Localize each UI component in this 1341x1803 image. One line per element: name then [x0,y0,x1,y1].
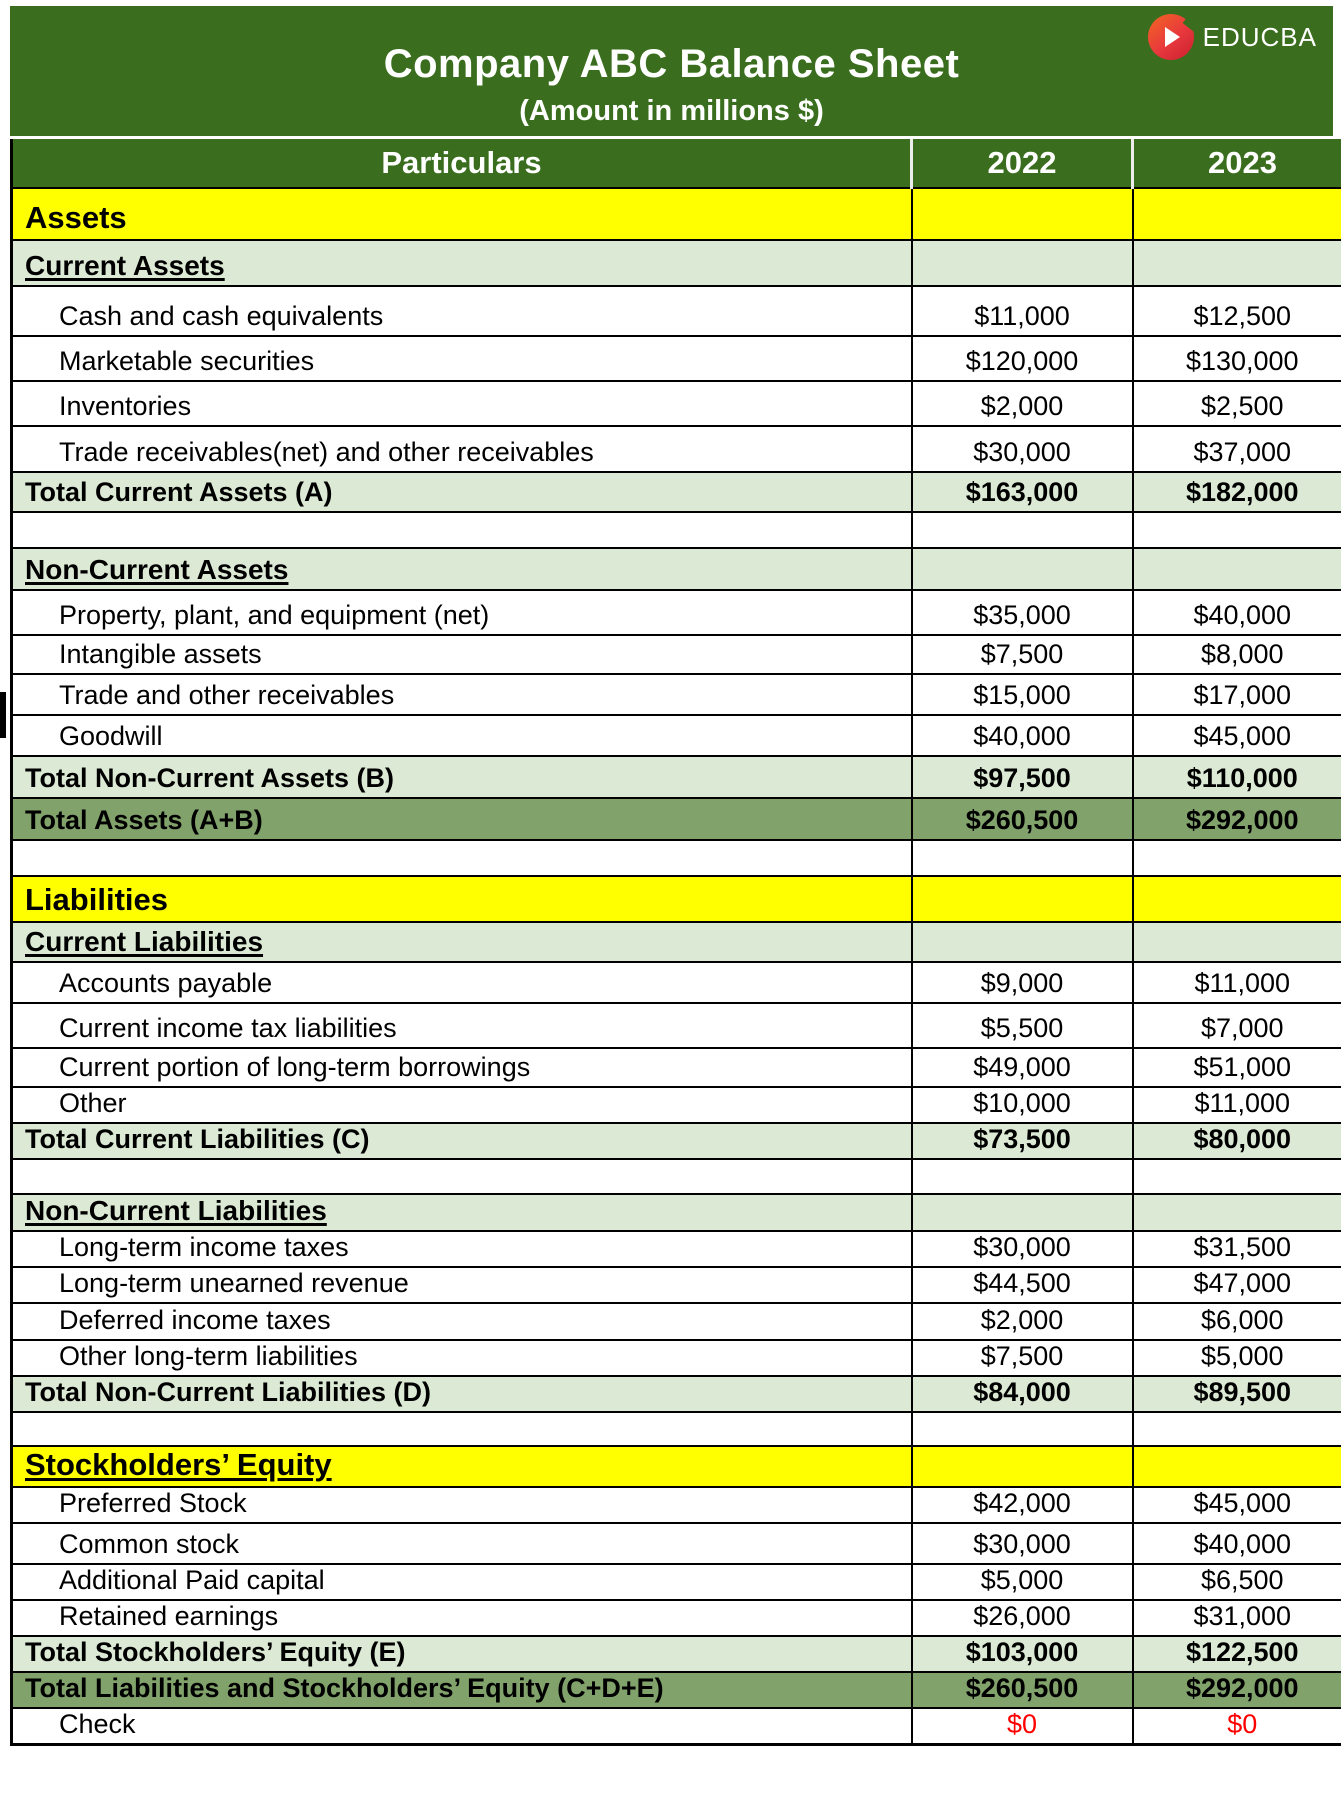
row-label: Other long-term liabilities [12,1340,912,1376]
value-2022 [912,548,1133,590]
grand-total-row-assets [12,798,1341,840]
value-2022: $40,000 [912,715,1133,756]
value-2022: $120,000 [912,336,1133,381]
value-2022: $7,500 [912,635,1133,674]
table-row [12,635,1341,674]
value-2023 [1133,922,1341,962]
value-2023: $2,500 [1133,381,1341,426]
row-label: Non-Current Liabilities [12,1194,912,1231]
value-2023 [1133,876,1341,922]
row-label [12,840,912,876]
value-2022 [912,512,1133,548]
value-2022: $7,500 [912,1340,1133,1376]
value-2022: $26,000 [912,1600,1133,1636]
table-row [12,715,1341,756]
row-label [12,1159,912,1194]
total-row-non-current-assets [12,756,1341,798]
row-label: Additional Paid capital [12,1564,912,1600]
value-2022 [912,840,1133,876]
value-2023 [1133,512,1341,548]
value-2023: $110,000 [1133,756,1341,798]
row-label: Goodwill [12,715,912,756]
value-2022: $2,000 [912,381,1133,426]
value-2022: $2,000 [912,1303,1133,1340]
value-2023: $130,000 [1133,336,1341,381]
row-label: Retained earnings [12,1600,912,1636]
row-label: Intangible assets [12,635,912,674]
spacer-row [12,512,1341,548]
table-row [12,286,1341,336]
row-label: Trade receivables(net) and other receivables [12,426,912,472]
subsection-row-current-liabilities [12,922,1341,962]
row-label: Other [12,1087,912,1123]
value-2022 [912,922,1133,962]
column-header-row [12,139,1341,188]
value-2023: $8,000 [1133,635,1341,674]
value-2022 [912,1194,1133,1231]
value-2023: $45,000 [1133,715,1341,756]
row-label: Total Current Liabilities (C) [12,1123,912,1159]
spacer-row [12,1412,1341,1446]
value-2022: $0 [912,1708,1133,1745]
value-2022: $163,000 [912,472,1133,512]
row-label: Marketable securities [12,336,912,381]
value-2022: $5,500 [912,1003,1133,1048]
value-2023: $89,500 [1133,1376,1341,1412]
value-2023 [1133,1194,1341,1231]
value-2022: $11,000 [912,286,1133,336]
row-label: Stockholders’ Equity [12,1446,912,1487]
sheet-subtitle: (Amount in millions $) [519,95,824,127]
check-row [12,1708,1341,1745]
educba-play-icon [1148,14,1194,60]
value-2022 [912,240,1133,286]
row-label: Non-Current Assets [12,548,912,590]
row-label: Deferred income taxes [12,1303,912,1340]
value-2023: $40,000 [1133,590,1341,635]
section-row-assets [12,188,1341,240]
table-row [12,962,1341,1003]
value-2023: $6,500 [1133,1564,1341,1600]
row-label: Property, plant, and equipment (net) [12,590,912,635]
table-row [12,1600,1341,1636]
value-2022: $30,000 [912,1231,1133,1267]
value-2023: $31,500 [1133,1231,1341,1267]
value-2023 [1133,840,1341,876]
spacer-row [12,840,1341,876]
value-2023 [1133,548,1341,590]
row-label: Current income tax liabilities [12,1003,912,1048]
value-2022: $84,000 [912,1376,1133,1412]
row-label: Total Assets (A+B) [12,798,912,840]
table-row [12,1087,1341,1123]
value-2023: $292,000 [1133,798,1341,840]
row-label: Current Liabilities [12,922,912,962]
value-2023 [1133,1159,1341,1194]
value-2023: $292,000 [1133,1672,1341,1708]
value-2022: $97,500 [912,756,1133,798]
row-label: Total Stockholders’ Equity (E) [12,1636,912,1672]
value-2023: $11,000 [1133,1087,1341,1123]
row-label: Trade and other receivables [12,674,912,715]
row-label [12,1412,912,1446]
row-label: Total Current Assets (A) [12,472,912,512]
value-2023: $182,000 [1133,472,1341,512]
value-2022: $35,000 [912,590,1133,635]
value-2023: $40,000 [1133,1523,1341,1564]
section-row-stockholders-equity [12,1446,1341,1487]
value-2023 [1133,240,1341,286]
value-2023 [1133,1412,1341,1446]
value-2022: $15,000 [912,674,1133,715]
row-label: Common stock [12,1523,912,1564]
value-2023: $11,000 [1133,962,1341,1003]
table-row [12,1231,1341,1267]
educba-logo-text: EDUCBA [1202,21,1317,52]
value-2022: $42,000 [912,1487,1133,1523]
table-row [12,426,1341,472]
total-row-current-liabilities [12,1123,1341,1159]
table-row [12,1003,1341,1048]
row-label: Current Assets [12,240,912,286]
table-row [12,1564,1341,1600]
table-row [12,1340,1341,1376]
value-2023: $0 [1133,1708,1341,1745]
total-row-stockholders-equity [12,1636,1341,1672]
value-2022: $44,500 [912,1267,1133,1303]
value-2022 [912,876,1133,922]
value-2023: $7,000 [1133,1003,1341,1048]
value-2022 [912,1159,1133,1194]
row-label: Inventories [12,381,912,426]
column-header-2023: 2023 [1133,139,1341,188]
table-row [12,1048,1341,1087]
screenshot-edge-artifact [0,692,6,738]
spacer-row [12,1159,1341,1194]
value-2023: $17,000 [1133,674,1341,715]
column-header-2022: 2022 [912,139,1133,188]
subsection-row-non-current-assets [12,548,1341,590]
value-2022: $73,500 [912,1123,1133,1159]
balance-sheet-table [10,139,1341,1746]
value-2022: $103,000 [912,1636,1133,1672]
value-2022: $30,000 [912,426,1133,472]
value-2023 [1133,1446,1341,1487]
value-2022: $49,000 [912,1048,1133,1087]
section-row-liabilities [12,876,1341,922]
table-row [12,674,1341,715]
table-row [12,336,1341,381]
value-2022: $30,000 [912,1523,1133,1564]
total-row-current-assets [12,472,1341,512]
value-2023 [1133,188,1341,240]
table-row [12,1487,1341,1523]
table-row [12,590,1341,635]
value-2023: $37,000 [1133,426,1341,472]
sheet-title: Company ABC Balance Sheet [383,42,960,86]
table-row [12,1267,1341,1303]
value-2023: $5,000 [1133,1340,1341,1376]
sheet-header [10,6,1333,136]
row-label: Preferred Stock [12,1487,912,1523]
grand-total-row-liabilities-equity [12,1672,1341,1708]
subsection-row-current-assets [12,240,1341,286]
column-header-particulars: Particulars [12,139,912,188]
value-2022 [912,1446,1133,1487]
row-label: Check [12,1708,912,1745]
row-label: Long-term unearned revenue [12,1267,912,1303]
value-2022 [912,1412,1133,1446]
row-label: Assets [12,188,912,240]
value-2022: $9,000 [912,962,1133,1003]
row-label: Current portion of long-term borrowings [12,1048,912,1087]
subsection-row-non-current-liabilities [12,1194,1341,1231]
row-label: Liabilities [12,876,912,922]
value-2023: $6,000 [1133,1303,1341,1340]
value-2023: $12,500 [1133,286,1341,336]
value-2023: $122,500 [1133,1636,1341,1672]
table-row [12,1523,1341,1564]
row-label: Long-term income taxes [12,1231,912,1267]
row-label: Accounts payable [12,962,912,1003]
table-row [12,381,1341,426]
row-label: Total Liabilities and Stockholders’ Equity (C+D+E) [12,1672,912,1708]
row-label: Total Non-Current Liabilities (D) [12,1376,912,1412]
educba-logo [1148,14,1317,60]
value-2022: $260,500 [912,1672,1133,1708]
value-2023: $47,000 [1133,1267,1341,1303]
row-label [12,512,912,548]
value-2022: $5,000 [912,1564,1133,1600]
total-row-non-current-liabilities [12,1376,1341,1412]
value-2022 [912,188,1133,240]
value-2023: $80,000 [1133,1123,1341,1159]
value-2023: $31,000 [1133,1600,1341,1636]
table-row [12,1303,1341,1340]
row-label: Cash and cash equivalents [12,286,912,336]
value-2023: $45,000 [1133,1487,1341,1523]
row-label: Total Non-Current Assets (B) [12,756,912,798]
value-2022: $10,000 [912,1087,1133,1123]
value-2023: $51,000 [1133,1048,1341,1087]
value-2022: $260,500 [912,798,1133,840]
